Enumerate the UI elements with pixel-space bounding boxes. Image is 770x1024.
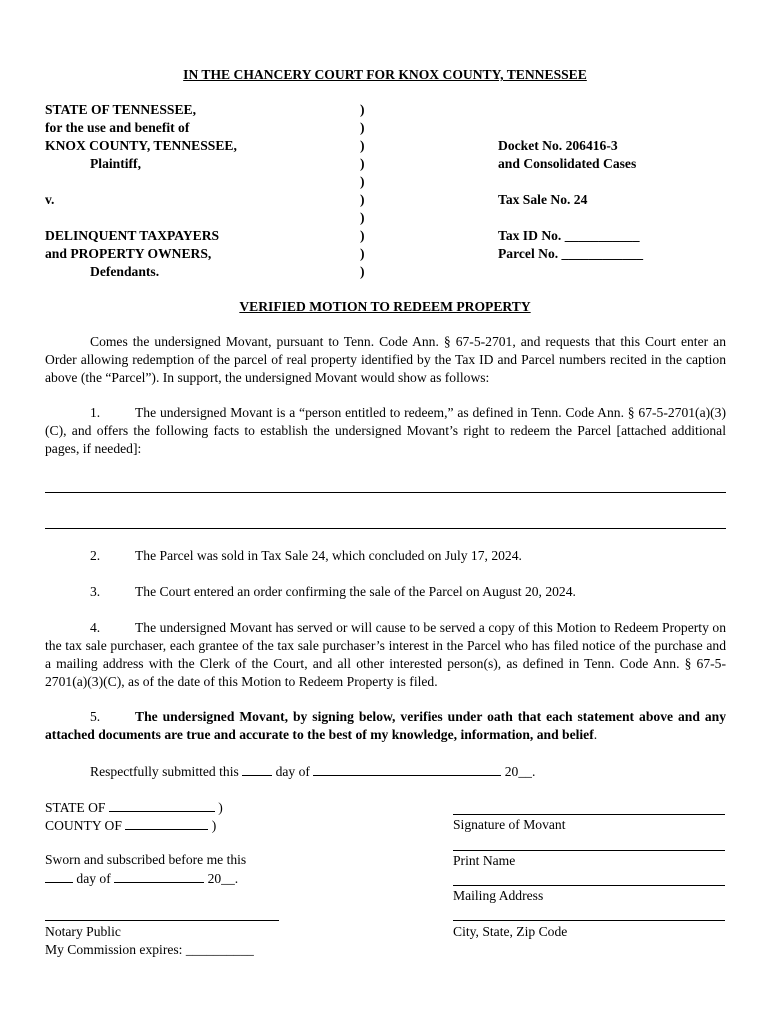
caption-parens <box>360 101 365 281</box>
caption-parties <box>45 101 237 281</box>
submitted-prefix: Respectfully submitted this <box>90 764 239 779</box>
print-name-line[interactable] <box>453 850 725 851</box>
state-label: STATE OF <box>45 800 106 815</box>
mailing-address-label: Mailing Address <box>453 888 544 903</box>
paren: ) <box>360 138 365 153</box>
paren: ) <box>360 174 365 189</box>
intro-paragraph: Comes the undersigned Movant, pursuant to Tenn. Code Ann. § 67-5-2701, and requests that this Court enter an Order allowing redemption of the parcel of real property identified by the Tax ID and Parcel numbers recited in the caption above (the “Parcel”). In support, the undersigned Movant would show as follows: <box>45 334 726 385</box>
fill-in-line[interactable] <box>45 492 726 493</box>
item-text: The undersigned Movant is a “person entitled to redeem,” as defined in Tenn. Code Ann. § 67-5-2701(a)(3)(C), and offers the following facts to establish the undersigned Movant’s right to redeem the Parcel [attached additional pages, if needed]: <box>45 405 726 456</box>
motion-title: VERIFIED MOTION TO REDEEM PROPERTY <box>239 299 531 314</box>
plaintiff-line: Plaintiff, <box>90 156 141 171</box>
state-blank[interactable] <box>109 798 215 812</box>
month-blank[interactable] <box>313 762 501 776</box>
versus: v. <box>45 192 55 207</box>
item-number: 3. <box>90 584 101 599</box>
item-number: 4. <box>90 620 101 635</box>
paren: ) <box>360 246 365 261</box>
item-2 <box>45 547 726 565</box>
notary-state: STATE OF ) <box>45 800 223 815</box>
county-blank[interactable] <box>125 816 208 830</box>
defendant-line: DELINQUENT TAXPAYERS <box>45 228 220 243</box>
item-number: 2. <box>90 548 101 563</box>
tax-id-field: Tax ID No. ___________ <box>498 228 640 243</box>
sworn-date-line <box>45 869 238 888</box>
item-number: 1. <box>90 405 101 420</box>
plaintiff-line: KNOX COUNTY, TENNESSEE, <box>45 138 237 153</box>
item-text: The undersigned Movant, by signing below, verifies under oath that each statement above and any attached documents are true and accurate to the best of my knowledge, information, and belief <box>45 709 726 742</box>
paren: ) <box>360 192 365 207</box>
consolidated-cases: and Consolidated Cases <box>498 156 637 171</box>
submitted-year: 20__. <box>504 764 536 779</box>
notary-county: COUNTY OF ) <box>45 818 217 833</box>
mailing-address-line[interactable] <box>453 885 725 886</box>
paren: ) <box>360 210 365 225</box>
submitted-line <box>90 762 535 781</box>
plaintiff-line: STATE OF TENNESSEE, <box>45 102 196 117</box>
docket-number: Docket No. 206416-3 <box>498 138 618 153</box>
sworn-line: Sworn and subscribed before me this <box>45 852 247 867</box>
paren: ) <box>360 228 365 243</box>
submitted-mid: day of <box>275 764 310 779</box>
notary-public-label: Notary Public <box>45 924 121 939</box>
court-title: IN THE CHANCERY COURT FOR KNOX COUNTY, TENNESSEE <box>183 67 587 82</box>
tax-sale-number: Tax Sale No. 24 <box>498 192 588 207</box>
item-end-punct: . <box>593 727 598 742</box>
paren: ) <box>360 156 365 171</box>
signature-line[interactable] <box>453 814 725 815</box>
caption-case-info <box>498 137 643 263</box>
print-name-label: Print Name <box>453 853 516 868</box>
paren: ) <box>360 120 365 135</box>
defendant-line: Defendants. <box>90 264 160 279</box>
sworn-day-of: day of <box>76 871 111 886</box>
paren: ) <box>360 264 365 279</box>
signature-label: Signature of Movant <box>453 817 566 832</box>
plaintiff-line: for the use and benefit of <box>45 120 190 135</box>
item-1 <box>45 404 726 458</box>
item-text: The Parcel was sold in Tax Sale 24, which concluded on July 17, 2024. <box>135 548 522 563</box>
notary-signature-line[interactable] <box>45 920 279 921</box>
city-state-zip-label: City, State, Zip Code <box>453 924 568 939</box>
day-blank[interactable] <box>242 762 272 776</box>
item-4 <box>45 619 726 691</box>
county-label: COUNTY OF <box>45 818 122 833</box>
sworn-month-blank[interactable] <box>114 869 204 883</box>
paren: ) <box>360 102 365 117</box>
city-state-zip-line[interactable] <box>453 920 725 921</box>
item-number: 5. <box>90 709 101 724</box>
sworn-day-blank[interactable] <box>45 869 73 883</box>
sworn-year: 20__. <box>207 871 239 886</box>
commission-expires: My Commission expires: __________ <box>45 942 254 957</box>
fill-in-line[interactable] <box>45 528 726 529</box>
item-3 <box>45 583 726 601</box>
parcel-field: Parcel No. ____________ <box>498 246 644 261</box>
item-5 <box>45 708 726 744</box>
defendant-line: and PROPERTY OWNERS, <box>45 246 212 261</box>
item-text: The undersigned Movant has served or will cause to be served a copy of this Motion to Redeem Property on the tax sale purchaser, each grantee of the tax sale purchaser’s interest in the Parcel who has filed notice of the purchase and a mailing address with the Clerk of the Court, and all other interested person(s), as defined in Tenn. Code Ann. § 67-5-2701(a)(3)(C), as of the date of this Motion to Redeem Property is filed. <box>45 620 726 689</box>
item-text: The Court entered an order confirming the sale of the Parcel on August 20, 2024. <box>135 584 576 599</box>
